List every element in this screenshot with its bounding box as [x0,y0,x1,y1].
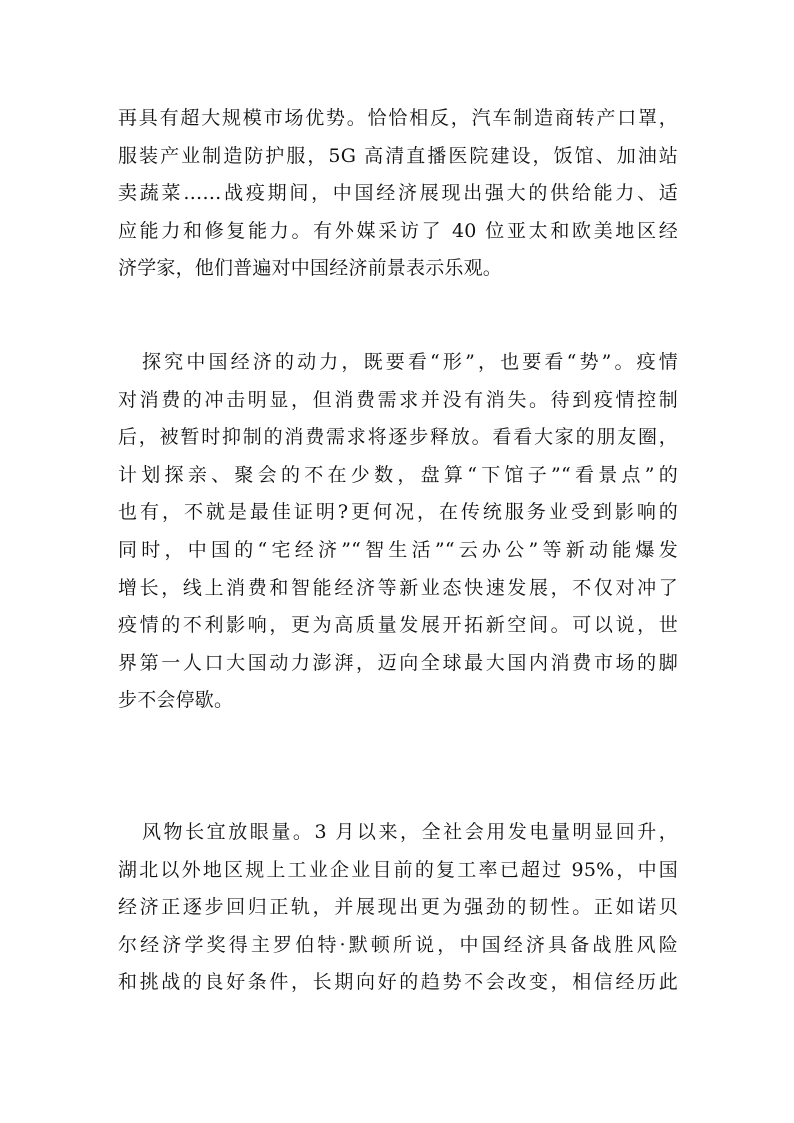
paragraph-line: 应能力和修复能力。有外媒采访了 40 位亚太和欧美地区经 [118,219,678,242]
paragraph-line: 尔经济学奖得主罗伯特·默顿所说，中国经济具备战胜风险 [118,933,678,956]
paragraph-2 [118,344,678,720]
paragraph-1 [118,100,678,288]
paragraph-line: 风物长宜放眼量。3 月以来，全社会用发电量明显回升， [142,821,678,843]
paragraph-line: 增长，线上消费和智能经济等新业态快速发展，不仅对冲了 [118,576,678,599]
paragraph-line: 界第一人口大国动力澎湃，迈向全球最大国内消费市场的脚 [118,651,678,674]
paragraph-line: 后，被暂时抑制的消费需求将逐步释放。看看大家的朋友圈， [118,426,678,449]
paragraph-line: 探究中国经济的动力，既要看“形”，也要看“势”。疫情 [142,351,678,373]
paragraph-line: 也有，不就是最佳证明?更何况，在传统服务业受到影响的 [118,501,678,524]
paragraph-line: 和挑战的良好条件，长期向好的趋势不会改变，相信经历此 [118,971,678,994]
paragraph-line: 疫情的不利影响，更为高质量发展开拓新空间。可以说，世 [118,614,678,637]
paragraph-line: 济学家，他们普遍对中国经济前景表示乐观。 [118,257,503,280]
paragraph-line: 对消费的冲击明显，但消费需求并没有消失。待到疫情控制 [118,388,678,411]
paragraph-line: 湖北以外地区规上工业企业目前的复工率已超过 95%，中国 [118,858,678,881]
paragraph-line: 服装产业制造防护服，5G 高清直播医院建设，饭馆、加油站 [118,144,678,167]
paragraph-line: 再具有超大规模市场优势。恰恰相反，汽车制造商转产口罩， [118,107,678,129]
paragraph-line: 经济正逐步回归正轨，并展现出更为强劲的韧性。正如诺贝 [118,896,678,919]
paragraph-line: 同时，中国的“宅经济”“智生活”“云办公”等新动能爆发 [118,538,678,561]
paragraph-line: 卖蔬菜……战疫期间，中国经济展现出强大的供给能力、适 [118,182,678,205]
paragraph-line: 步不会停歇。 [118,689,234,712]
paragraph-3 [118,814,678,1002]
paragraph-line: 计划探亲、聚会的不在少数，盘算“下馆子”“看景点”的 [118,463,678,486]
